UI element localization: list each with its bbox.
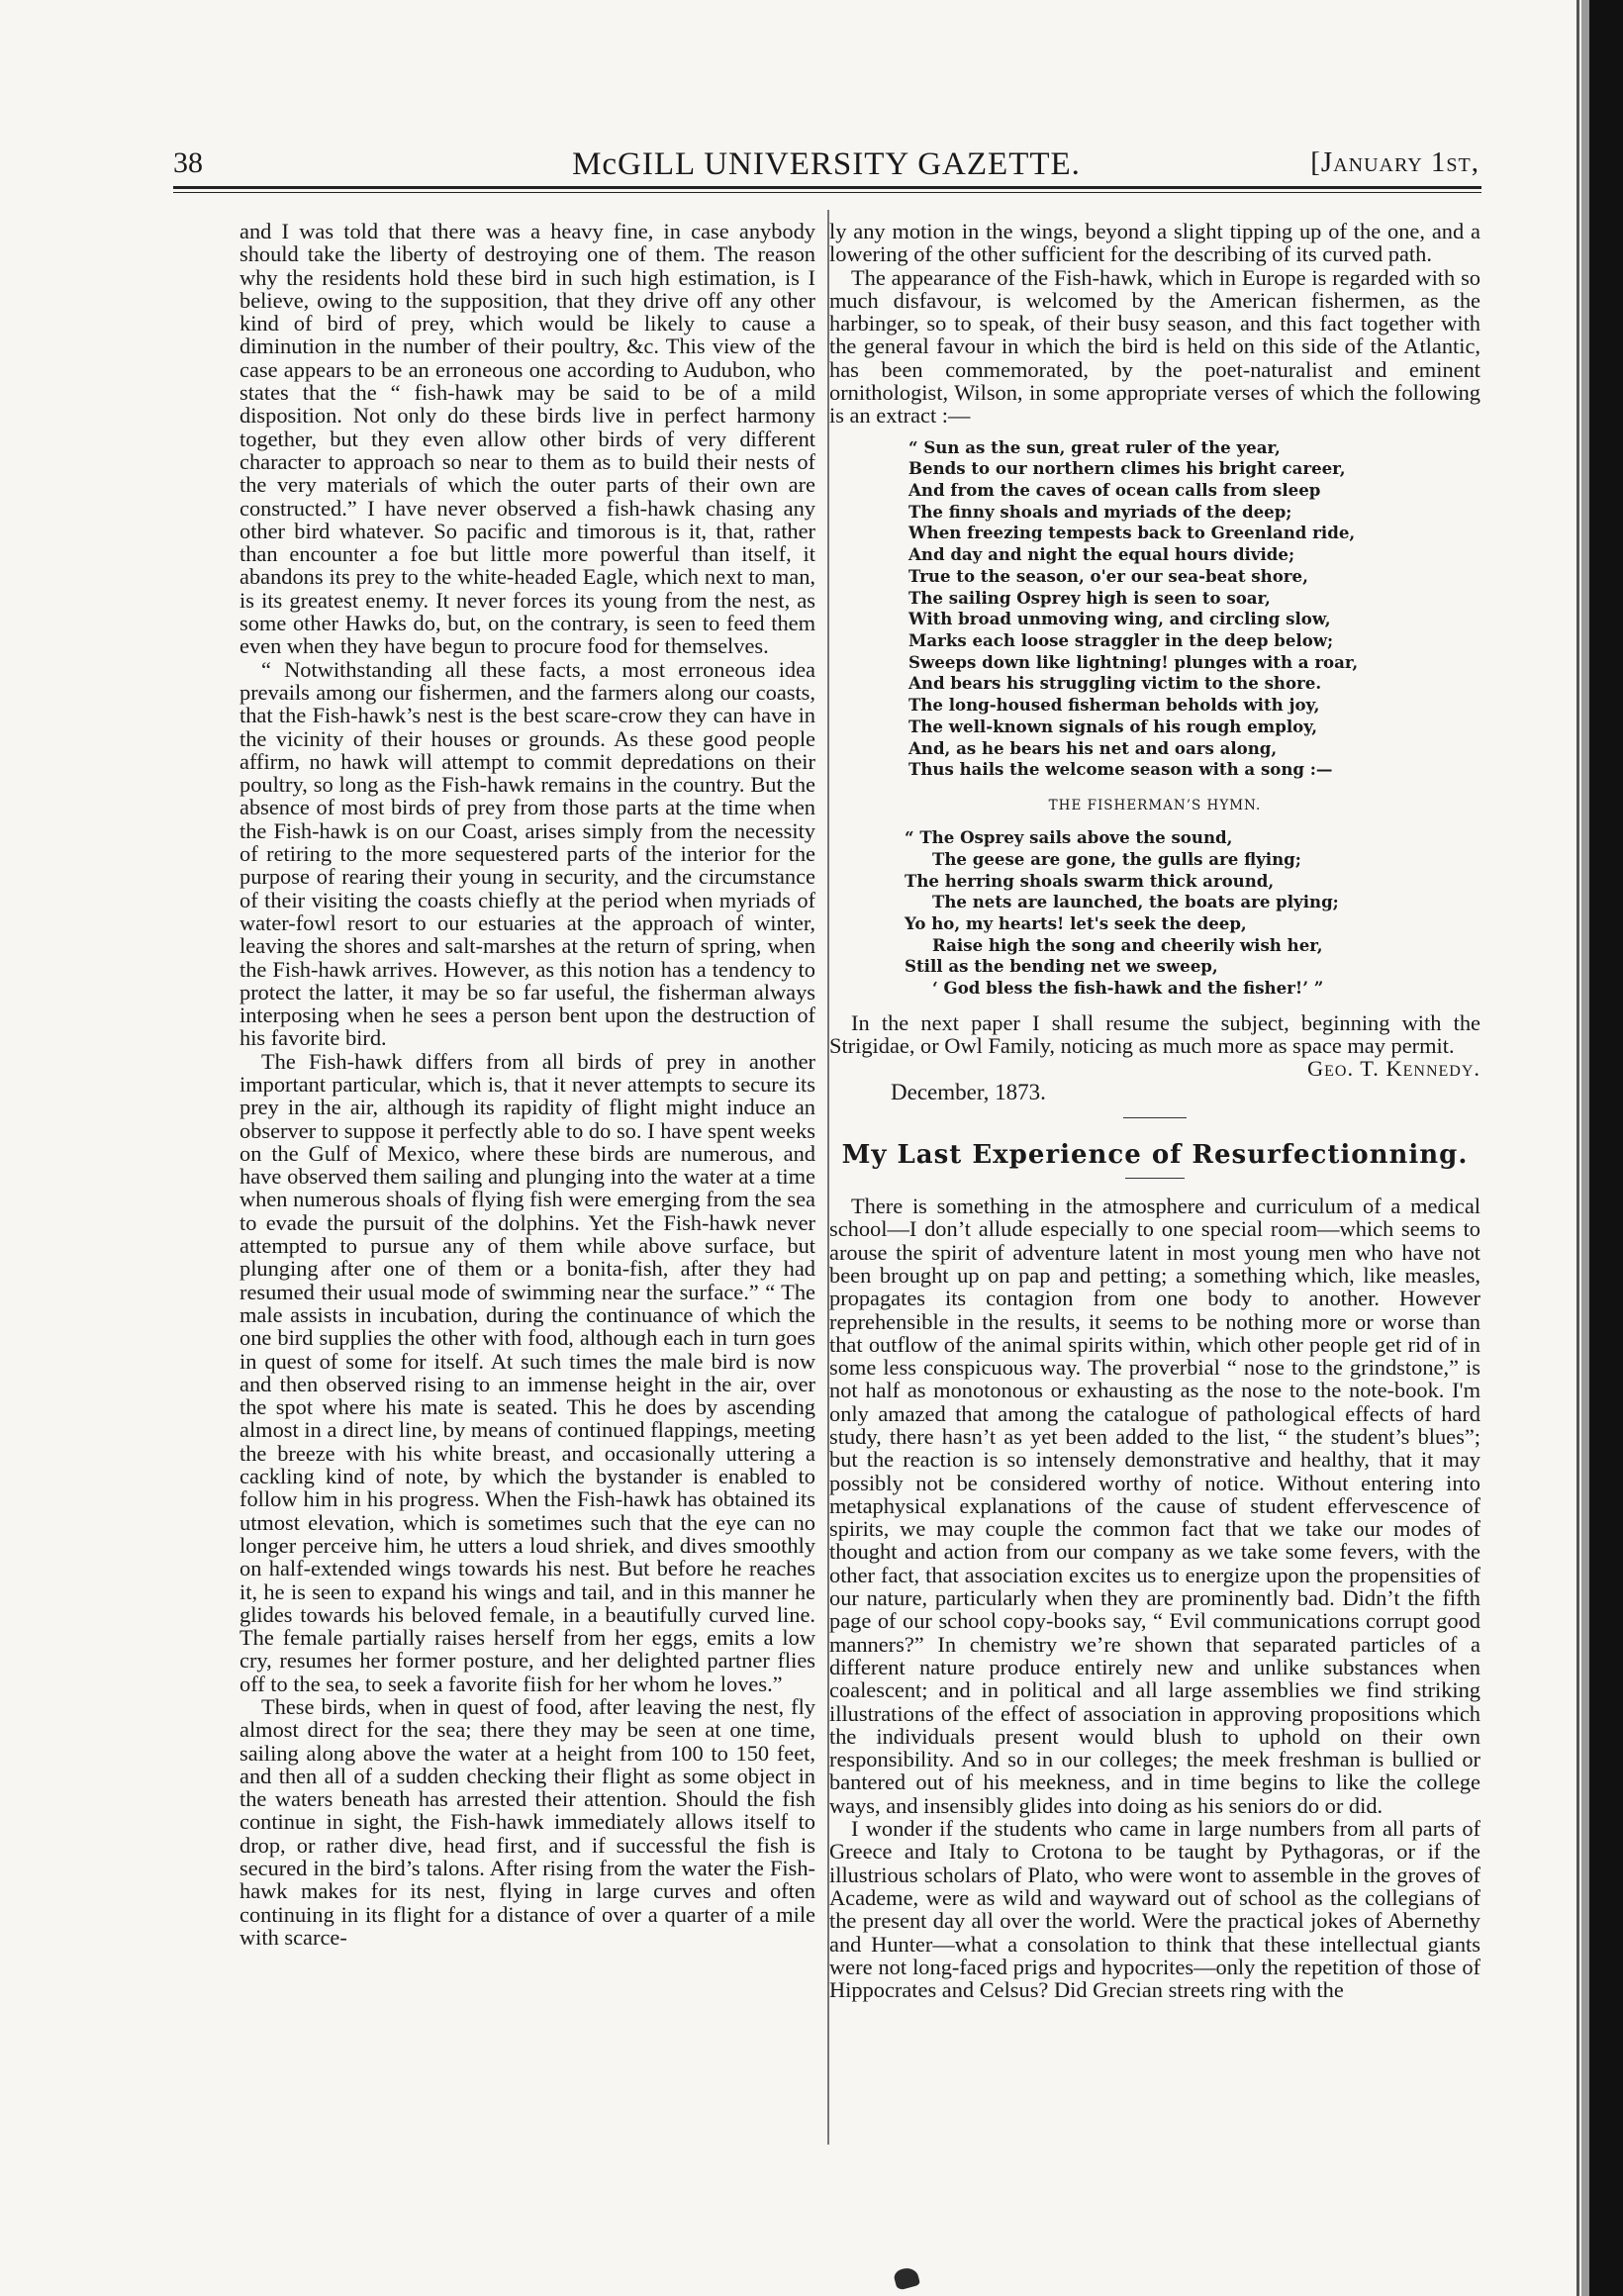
poem-line: And from the caves of ocean calls from sleep bbox=[908, 480, 1321, 501]
page-edge-dark bbox=[1589, 0, 1623, 2296]
page-header bbox=[173, 146, 1480, 190]
paragraph: and I was told that there was a heavy fine, in case anybody should take the liberty of destroying one of them. The reason why the residents hold these bird in such high estimation, is I believe, owing to the supposition, that they drive off any other kind of bird of prey, which would be likely to cause a diminution in the number of their poultry, &c. This view of the case appears to be an erroneous one according to Audubon, who states that the “ fish-hawk may be said to be of a mild disposition. Not only do these birds live in perfect harmony together, but they even allow other birds of very different character to approach so near to them as to build their nests of the very materials of which the outer parts of their own are constructed.” I have never observed a fish-hawk chasing any other bird whatever. So pacific and timorous is it, that, rather than encounter a foe but little more powerful than itself, it abandons its prey to the white-headed Eagle, which next to man, is its greatest enemy. It never forces its young from the nest, as some other Hawks do, but, on the contrary, is seen to feed them even when they have begun to procure food for themselves. bbox=[239, 219, 815, 659]
ink-blot bbox=[893, 2265, 920, 2291]
right-column bbox=[829, 220, 1480, 2001]
paragraph: There is something in the atmosphere and curriculum of a medical school—I don’t allude especially to one special room—which seems to arouse the spirit of adventure latent in most young men who have not been brought up on pap and petting; a something which, like measles, propagates its contagion from one body to another. However reprehensible in the results, it seems to be nothing more or worse than that outflow of the animal spirits within, which other people get rid of in some less conspicuous way. The proverbial “ nose to the grindstone,” is not half as monotonous or exhausting as the nose to the note-book. I'm only amazed that among the catalogue of pathological effects of hard study, there hasn’t as yet been added to the list, “ the student’s blues”; but the reaction is so intensely demonstrative and healthy, that it may possibly not be considered worthy of notice. Without entering into metaphysical explanations of the cause of student effervescence of spirits, we may couple the common fact that we take our modes of thought and action from our company as we take some fevers, with the other fact, that association excites us to energize upon the propensities of our nature, particularly when they are prominently bad. Didn’t the fifth page of our school copy-books say, “ Evil communications corrupt good manners?” In chemistry we’re shown that separated particles of a different nature produce entirely new and unlike substances when coalescent; and in political and all large assemblies we find striking illustrations of the effect of association in approving propositions which the individuals present would blush to uphold on their own responsibility. And so in our colleges; the meek freshman is bullied or bantered out of his meekness, and in time begins to like the college ways, and insensibly glides into doing as his seniors do or did. bbox=[829, 1194, 1480, 1818]
hymn-line: Still as the bending net we sweep, bbox=[905, 956, 1218, 977]
signature-date: December, 1873. bbox=[891, 1079, 1046, 1104]
left-column bbox=[239, 220, 815, 1949]
poem-line: The long-housed fisherman beholds with joy, bbox=[908, 695, 1320, 716]
poem-line: The sailing Osprey high is seen to soar, bbox=[908, 587, 1271, 608]
poem-line: The finny shoals and myriads of the deep; bbox=[908, 501, 1292, 522]
hymn-line: Yo ho, my hearts! let's seek the deep, bbox=[905, 913, 1247, 934]
poem-line: When freezing tempests back to Greenland ride, bbox=[908, 523, 1356, 543]
poem-line: Marks each loose straggler in the deep below; bbox=[908, 630, 1334, 650]
poem-line: And, as he bears his net and oars along, bbox=[908, 737, 1278, 758]
issue-date: [January 1st, bbox=[1310, 146, 1480, 178]
poem-line: With broad unmoving wing, and circling slow, bbox=[908, 609, 1331, 629]
paragraph: ly any motion in the wings, beyond a slight tipping up of the one, and a lowering of the other sufficient for the describing of its curved path. bbox=[829, 219, 1480, 267]
paragraph: I wonder if the students who came in large numbers from all parts of Greece and Italy to Crotona to be taught by Pythagoras, or if the illustrious scholars of Plato, who were wont to assemble in the groves of Academe, were as wild and wayward out of school as the collegians of the present day all over the world. Were the practical jokes of Abernethy and Hunter—what a consolation to think that these intellectual giants were not long-faced prigs and hypocrites—only the repetition of those of Hippocrates and Celsus? Did Grecian streets ring with the bbox=[829, 1816, 1480, 2003]
poem-line: Sweeps down like lightning! plunges with a roar, bbox=[908, 651, 1359, 672]
closing-paragraph: In the next paper I shall resume the subject, beginning with the Strigidae, or Owl Family, noticing as much more as space may permit. bbox=[829, 1009, 1480, 1059]
hymn-line: The nets are launched, the boats are plying; bbox=[932, 892, 1339, 912]
page-edge-gray bbox=[1581, 0, 1589, 2296]
header-rule-thick bbox=[173, 186, 1481, 189]
poem-line: “ Sun as the sun, great ruler of the year, bbox=[908, 436, 1281, 457]
title-rule bbox=[1125, 1178, 1185, 1179]
article-title: My Last Experience of Resurfectionning. bbox=[841, 1140, 1469, 1171]
hymn-line: The herring shoals swarm thick around, bbox=[905, 870, 1275, 891]
poem-line: The well-known signals of his rough employ, bbox=[908, 716, 1318, 736]
gazette-title: McGILL UNIVERSITY GAZETTE. bbox=[572, 146, 1081, 182]
poem-line: True to the season, o'er our sea-beat shore, bbox=[908, 565, 1308, 586]
poem-line: Thus hails the welcome season with a song :— bbox=[908, 759, 1333, 780]
paragraph: The Fish-hawk differs from all birds of prey in another important particular, which is, that it never attempts to secure its prey in the air, although its rapidity of flight might induce an observer to suppose it perfectly able to do so. I have spent weeks on the Gulf of Mexico, where these birds are numerous, and have observed them sailing and plunging into the water at a time when numerous shoals of flying fish were emerging from the sea to evade the pursuit of the dolphins. Yet the Fish-hawk never attempted to pursue any of them while above surface, but plunging after one of them or a bonita-fish, after they had resumed their usual mode of swimming near the surface.” “ The male assists in incubation, during the continuance of which the one bird supplies the other with food, although each in turn goes in quest of some for itself. At such times the male bird is now and then observed rising to an immense height in the air, over the spot where his mate is seated. This he does by ascending almost in a direct line, by means of continued flappings, meeting the breeze with his white breast, and occasionally uttering a cackling kind of note, by which the bystander is enabled to follow him in his progress. When the Fish-hawk has obtained its utmost elevation, which is sometimes such that the eye can no longer perceive him, he utters a loud shriek, and dives smoothly on half-extended wings towards his nest. But before he reaches it, he is seen to expand his wings and tail, and in this manner he glides towards his beloved female, in a beautifully curved line. The female partially raises herself from her eggs, emits a low cry, resumes her former posture, and her delighted partner flies off to the sea, to seek a favorite fiish for her whom he loves.” bbox=[239, 1048, 815, 1696]
page-edge-shadow bbox=[1576, 0, 1579, 2296]
poem-line: And bears his struggling victim to the shore. bbox=[908, 673, 1322, 694]
hymn-verse bbox=[905, 827, 1480, 1000]
hymn-line: Raise high the song and cheerily wish her, bbox=[932, 934, 1323, 955]
section-rule bbox=[1123, 1117, 1187, 1118]
poem-extract bbox=[908, 437, 1480, 781]
signature-block bbox=[843, 1057, 1480, 1103]
hymn-line: “ The Osprey sails above the sound, bbox=[905, 827, 1233, 848]
hymn-line: ‘ God bless the fish-hawk and the fisher!’ ” bbox=[932, 978, 1324, 999]
poem-line: And day and night the equal hours divide; bbox=[908, 544, 1295, 565]
poem-line: Bends to our northern climes his bright career, bbox=[908, 458, 1346, 479]
paragraph: These birds, when in quest of food, after leaving the nest, fly almost direct for the sea; there they may be seen at one time, sailing along above the water at a height from 100 to 150 feet, and then all of a sudden checking their flight as some object in the waters beneath has arrested their attention. Should the fish continue in sight, the Fish-hawk immediately allows itself to drop, or rather dive, head first, and if successful the fish is secured in the bird’s talons. After rising from the water the Fish-hawk makes for its nest, flying in large curves and often continuing in its flight for a distance of over a quarter of a mile with scarce- bbox=[239, 1694, 815, 1950]
paragraph: The appearance of the Fish-hawk, which in Europe is regarded with so much disfavour, is welcomed by the American fishermen, as the harbinger, so to speak, of their busy season, and this fact together with the general favour in which the bird is held on this side of the Atlantic, has been commemorated, by the poet-naturalist and eminent ornithologist, Wilson, in some appropriate verses of which the following is an extract :— bbox=[829, 264, 1480, 429]
paragraph: “ Notwithstanding all these facts, a most erroneous idea prevails among our fishermen, and the farmers along our coasts, that the Fish-hawk’s nest is the best scare-crow they can have in the vicinity of their houses or grounds. As these good people affirm, no hawk will attempt to commit depredations on their poultry, so long as the Fish-hawk remains in the country. But the absence of most birds of prey from those parts at the time when the Fish-hawk is on our Coast, arises simply from the necessity of retiring to the more sequestered parts of the interior for the purpose of rearing their young in security, and the circumstance of their visiting the coasts chiefly at the period when myriads of water-fowl resort to our estuaries at the approach of winter, leaving the shores and salt-marshes at the return of spring, when the Fish-hawk arrives. However, as this notion has a tendency to protect the latter, it may be so far useful, the fisherman always interposing when he sees a person bent upon the destruction of his favorite bird. bbox=[239, 656, 815, 1051]
hymn-line: The geese are gone, the gulls are flying; bbox=[932, 848, 1301, 869]
header-rule-thin bbox=[173, 192, 1481, 193]
hymn-title: THE FISHERMAN’S HYMN. bbox=[1048, 797, 1262, 813]
author-signature: Geo. T. Kennedy. bbox=[1306, 1056, 1480, 1082]
page-number: 38 bbox=[173, 146, 203, 179]
